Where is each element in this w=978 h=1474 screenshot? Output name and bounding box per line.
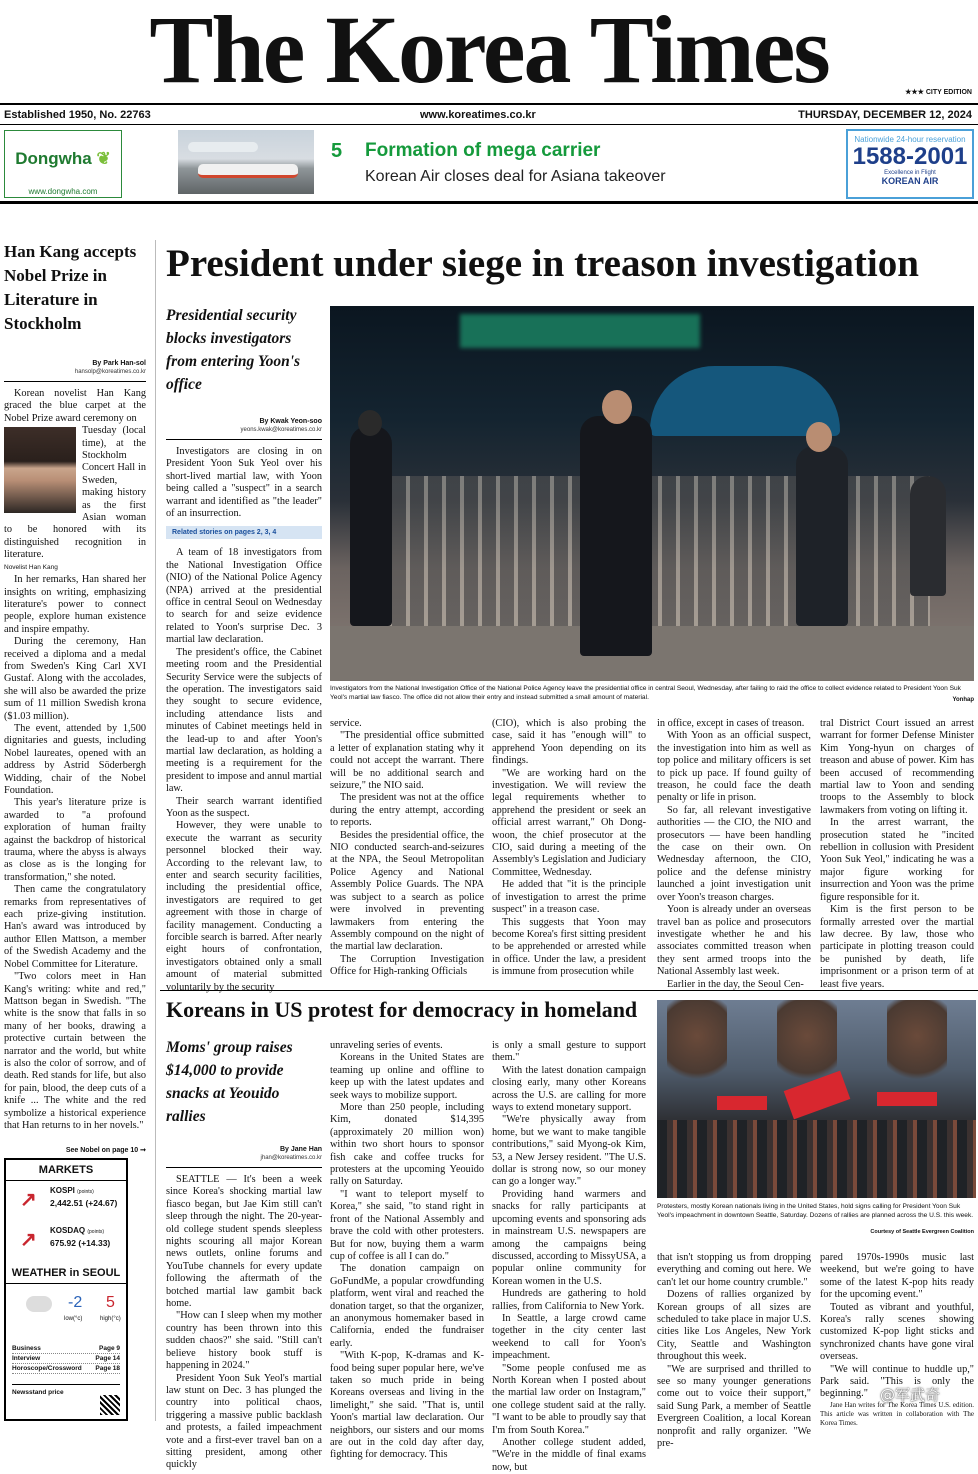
established-label: Established 1950, No. 22763 [4, 109, 151, 121]
lead-paragraph: service. [330, 718, 362, 729]
promo-headline[interactable]: Formation of mega carrier [365, 140, 601, 161]
weather-panel [6, 1284, 126, 1344]
promo-subhead: Korean Air closes deal for Asiana takeover [365, 168, 666, 185]
lead-photo-caption: Investigators from the National Investigation Office of the National Police Agency leave the presidential office in central Seoul, Wednesday, after failing to raid the office to collect evidence related to President Yoon Suk Yeol's martial law fiasco. The office did not allow their entry and instead submitted a small amount of material. [330, 685, 961, 701]
lead-paragraph: Their search warrant identified Yoon as the suspect. [166, 795, 322, 819]
lead-deck: Presidential security blocks investigators from entering Yoon's office [166, 307, 301, 393]
person-head [806, 422, 832, 452]
nobel-paragraph: This year's literature prize is awarded to "a profound exploration of human frailty against the backdrop of historical trauma, where the abyss is always as close as is the longing for transformation," she noted. [4, 797, 146, 883]
nobel-paragraph: In her remarks, Han shared her insights on writing, emphasizing literature's power to connect people, explore human existence and inspire empathy. [4, 574, 146, 635]
dateline-bar [0, 103, 978, 125]
us-paragraph: President Yoon Suk Yeol's martial law stunt on Dec. 3 has plunged the country into political chaos, triggering a massive public backlash and protests, a failed impeachment vote and a first-ever travel ban on a sitting president, among other quickly [166, 1372, 322, 1471]
high-temp-label: high(°c) [100, 1316, 121, 1322]
green-sign-shape [460, 314, 700, 348]
index-page: Page 14 [95, 1355, 120, 1362]
kal-phone: 1588-2001 [852, 143, 968, 170]
us-headline[interactable]: Koreans in US protest for democracy in homeland [166, 997, 638, 1022]
lead-email[interactable]: yeons.kwak@koreatimes.co.kr [240, 427, 322, 433]
us-paragraph: that isn't stopping us from dropping everything and coming out here. We can't let our home country crumble." [657, 1252, 811, 1288]
us-paragraph: unraveling series of events. [330, 1040, 443, 1051]
person-figure [580, 416, 652, 656]
person-head [602, 390, 632, 424]
website-link[interactable]: www.koreatimes.co.kr [420, 109, 536, 121]
index-page: Page 18 [95, 1365, 120, 1372]
person-head [358, 410, 382, 436]
us-column-3 [492, 1040, 646, 1474]
lead-deck-column [166, 304, 322, 994]
lead-photo-credit: Yonhap [952, 697, 974, 703]
high-temp: 5 [106, 1294, 115, 1311]
us-paragraph: "We are surprised and thrilled to see so many younger generations come out to voice their support," said Sung Park, a member of Seattle Evergreen Coalition, a local Korean nonprofit and rally organizer. "We pre- [657, 1363, 811, 1450]
kal-tagline: Nationwide 24-hour reservation [854, 135, 966, 144]
lead-paragraph: A team of 18 investigators from the National Investigation Office (NIO) of the National Police Agency (NPA) arrived at the presidential office in central Seoul on Wednesday to search for and seize evidence related to Yoon's surprise Dec. 3 martial law declaration. [166, 547, 322, 646]
divider [166, 1167, 322, 1168]
lead-paragraph: The Corruption Investigation Office for High-ranking Officials [330, 953, 484, 978]
nobel-headline[interactable]: Han Kang accepts Nobel Prize in Literature in Stockholm [4, 242, 137, 333]
lead-photo [330, 306, 974, 681]
seattle-rally-photo [657, 1000, 976, 1198]
column-rule [155, 240, 156, 1421]
newsstand-price: Newsstand price [12, 1384, 120, 1396]
us-paragraph: Hundreds are gathering to hold rallies, from California to New York. [492, 1288, 646, 1312]
us-paragraph: Providing hand warmers and snacks for rally participants at upcoming events and sponsoring ads in mainstream U.S. newspapers are among the campaigns being discussed, according to MissyUSA, a popular online community for Korean women in the U.S. [492, 1188, 646, 1287]
ground-shape [330, 626, 974, 681]
us-paragraph: Dozens of rallies organized by Korean groups of all sizes are scheduled to take place in major U.S. cities like Los Angeles, New York City, Seattle and Washington throughout this week. [657, 1289, 811, 1363]
us-paragraph: Koreans in the United States are teaming up online and offline to keep up with the latest updates and seek ways to mobilize support. [330, 1052, 484, 1101]
divider [4, 381, 146, 382]
nobel-byline: By Park Han-sol [92, 360, 146, 367]
cloud-icon [26, 1296, 52, 1312]
us-paragraph: The donation campaign on GoFundMe, a popular crowdfunding platform, went viral and reached the donation target, so that the organizer, an anonymous homemaker based in California, ended the fundraiser early. [330, 1263, 484, 1349]
index-label: Horoscope/Crossword [12, 1365, 82, 1372]
nobel-intro-cont: Tuesday (local time), at the Stockholm Concert Hall in Sweden, making history as the first Asian woman to be honored with its distinguished recognition in literature. [4, 425, 146, 561]
han-kang-portrait [4, 427, 76, 513]
nobel-paragraph: The event, attended by 1,500 dignitaries and guests, including Nobel laureates, opened with an address by Astrid Söderbergh Widding, chair of the Nobel Foundation. [4, 722, 146, 796]
us-paragraph: "We're physically away from home, but we want to make tangible contributions," said Myong-ok Kim, 53, a New Jersey resident. "The U.S. dollar is strong now, so our money can go a longer way." [492, 1114, 646, 1188]
crowd-shape [657, 1120, 976, 1198]
plane-shape [188, 142, 258, 152]
kospi-unit: (points) [77, 1189, 94, 1195]
airport-photo [178, 130, 314, 194]
trend-up-icon: ↗ [20, 1189, 37, 1211]
us-paragraph: "With K-pop, K-dramas and K-food being super popular here, we've taken so much pride in being Koreans overseas and living in the limelight," she said. "That is, until Yoon's martial law declaration. Our neighbors, our sisters and our moms are out in the cold day after day, fighting for democracy. This [330, 1350, 484, 1461]
us-paragraph: More than 250 people, including Kim, donated $14,395 (approximately 20 million won) within two short hours to sponsor fish cake and coffee trucks for protesters at the upcoming Yeouido rally on Saturday. [330, 1102, 484, 1188]
nobel-paragraph: During the ceremony, Han received a diploma and a medal from Sweden's King Carl XVI Gustaf. Along with the accolades, she will also be awarded the prize sum of 11 million Swedish krona ($1.03 million). [4, 636, 146, 722]
see-more-link[interactable]: See Nobel on page 10 ➞ [65, 1147, 146, 1155]
us-column-1 [166, 1174, 322, 1472]
lead-paragraph: The president's office, the Cabinet meeting room and the Presidential Security Service were the subjects of the operation. The investigators said they sought to secure evidence, including attendance lists and minutes of Cabinet meetings held in the lead-up to and after Yoon's martial law declaration, as holding a meeting is a requirement for the president to impose and annul martial law. [166, 646, 322, 795]
author-note: Jane Han writes for The Korea Times U.S. edition. This article was written in collaboration with The Korea Times. [820, 1400, 974, 1427]
index-label: Interview [12, 1355, 41, 1362]
us-paragraph: With the latest donation campaign closing early, many other Koreans across the U.S. are calling for more ways to extend monetary support. [492, 1064, 646, 1114]
lead-paragraph: So far, all relevant investigative authorities — the CIO, the NIO and prosecutors — have been handling the case on their own. On Wednesday afternoon, the CIO, police and the defense ministry launched a joint investigation unit over Yoon's treason charges. [657, 804, 811, 903]
page-index [12, 1344, 120, 1374]
issue-date: THURSDAY, DECEMBER 12, 2024 [798, 109, 972, 121]
us-deck: Moms' group raises $14,000 to provide snacks at Yeouido rallies [166, 1039, 293, 1125]
dongwha-ad[interactable] [4, 130, 122, 198]
person-figure [910, 476, 946, 596]
divider [166, 439, 322, 440]
portrait-caption: Novelist Han Kang [4, 563, 58, 571]
lead-paragraph: However, they were unable to execute the warrant as security personnel blocked their way. According to the relevant law, to enter and search security facilities, including the presidential office, investigators are required to get agreement with those in charge of facility management. Conducting a forcible search is barred. After nearly eight hours of confrontation, investigators obtained only a small amount of material submitted voluntarily by the security [166, 820, 322, 993]
promo-strip [0, 126, 978, 204]
low-temp-label: low(°c) [64, 1316, 83, 1322]
kospi-row [6, 1181, 126, 1221]
markets-title: MARKETS [6, 1160, 126, 1181]
lead-paragraph: Kim is the first person to be formally arrested over the martial law decree. By law, those who participate in plotting treason could be punished by death, life imprisonment or a prison term of at least five years. [820, 904, 974, 990]
us-column-4 [657, 1252, 811, 1451]
edition-label: ★★★ CITY EDITION [905, 89, 972, 96]
dongwha-name: Dongwha [15, 149, 92, 168]
kal-brand: KOREAN AIR [881, 176, 939, 186]
nobel-intro: Korean novelist Han Kang graced the blue carpet at the Nobel Prize award ceremony on [4, 388, 146, 424]
weather-title: WEATHER in SEOUL [6, 1267, 126, 1284]
lead-paragraph: "The presidential office submitted a letter of explanation stating why it could not accept the warrant. There will be no additional search and seizure," the NIO said. [330, 730, 484, 792]
markets-weather-box [4, 1158, 128, 1421]
us-email[interactable]: jhan@koreatimes.co.kr [260, 1155, 322, 1161]
lead-paragraph: "We are working hard on the investigation. We will review the legal requirements whether to apprehend the president or seek an official arrest warrant," Oh Dong-woon, the chief prosecutor at the CIO, said during a meeting of the Assembly's Legislation and Judiciary Committee, Wednesday. [492, 767, 646, 878]
nobel-body [4, 388, 146, 1132]
lead-column-3 [492, 718, 646, 979]
low-temp: -2 [68, 1294, 83, 1311]
kosdaq-name: KOSDAQ [50, 1226, 86, 1235]
lead-intro [166, 446, 322, 520]
dongwha-logo [5, 149, 121, 169]
us-byline: By Jane Han [279, 1146, 322, 1153]
plane-shape [198, 164, 298, 178]
lead-paragraph: This suggests that Yoon may become Korea's first sitting president to be apprehended or arrested while in office. Under the law, a president is immune from prosecution while [492, 916, 646, 978]
lead-paragraph: Besides the presidential office, the NIO conducted search-and-seizures at the NPA, the Seoul Metropolitan Police Agency and National Assembly Police Guards. The NPA was subject to a search as police were involved in preventing lawmakers from entering the Assembly compound on the night of the martial law declaration. [330, 829, 484, 953]
lead-paragraph: tral District Court issued an arrest warrant for former Defense Minister Kim Yong-hyun on charges of treason and abuse of power. Kim has been accused of recommending martial law to Yoon and sending troops to the Assembly to block lawmakers from voting on lifting it. [820, 718, 974, 816]
newspaper-title: The Korea Times [149, 0, 829, 103]
lead-column-2 [330, 718, 484, 979]
kosdaq-row [6, 1221, 126, 1261]
lead-headline[interactable]: President under siege in treason investigation [166, 242, 919, 285]
lead-byline: By Kwak Yeon-soo [259, 418, 322, 425]
nobel-article [4, 240, 146, 1154]
kospi-name: KOSPI [50, 1186, 75, 1195]
lead-column-5 [820, 718, 974, 991]
trend-up-icon: ↗ [20, 1229, 37, 1251]
lead-column-1 [166, 547, 322, 994]
lead-paragraph: With Yoon as an official suspect, the investigation into him as well as top police and military officers is set to pick up pace. If found guilty of treason, he could face the death penalty or life in prison. [657, 730, 811, 804]
lead-intro-text: Investigators are closing in on President Yoon Suk Yeol over his short-lived martial law, with Yoon being called a "suspect" in a search warrant and identified as "the leader" of an insurrection. [166, 446, 322, 520]
us-paragraph: "We will continue to huddle up," Park said. "This is only the beginning." [820, 1363, 974, 1400]
lead-paragraph: He added that "it is the principle of investigation to arrest the prime suspect" in a treason case. [492, 879, 646, 916]
us-paragraph: Touted as vibrant and youthful, Korea's rally scenes showing customized K-pop light sticks and synchronized chants have gone viral overseas. [820, 1301, 974, 1363]
lead-column-4 [657, 718, 811, 991]
promo-page-number: 5 [331, 140, 343, 162]
qr-code-icon[interactable] [100, 1395, 120, 1415]
lead-paragraph: In the arrest warrant, the prosecution stated he "incited rebellion in collusion with President Yoon Suk Yeol," indicating he was a major figure working for insurrection and Yoon was the prime figure responsible for it. [820, 817, 974, 903]
person-figure [796, 446, 848, 626]
lead-paragraph: The president was not at the office during the entry attempt, according to reports. [330, 792, 484, 829]
tree-shape [887, 1000, 947, 1090]
us-photo-caption: Protesters, mostly Korean nationals living in the United States, hold signs calling for President Yoon Suk Yeol's impeachment in downtown Seattle, Saturday. Dozens of rallies are planned across the U.S. this week. [657, 1203, 974, 1219]
nobel-paragraph: "Two colors meet in Han Kang's writing: white and red," Mattson began in Swedish. "The white is the snow that falls in so many of her books, drawing a protective curtain between the narrator and the world, but white is also the color of sorrow, and of death. Red stands for life, but also for pain, blood, the deep cuts of a knife ... The white and the red symbolize a historical experience that Han returns to in her novels." [4, 971, 146, 1131]
lead-paragraph: Yoon is already under an overseas travel ban as police and prosecutors investigate whether he and his associates committed treason when they sent armed troops into the National Assembly last week. [657, 904, 811, 978]
nobel-email[interactable]: hansolp@koreatimes.co.kr [74, 369, 146, 375]
tree-shape [667, 1000, 727, 1090]
dongwha-url: www.dongwha.com [28, 187, 98, 196]
leaf-icon: ❦ [96, 149, 111, 168]
lead-paragraph: (CIO), which is also probing the case, said it has "enough will" to apprehend Yoon depending on its findings. [492, 718, 646, 767]
us-column-2 [330, 1040, 484, 1462]
us-paragraph: "I want to teleport myself to Korea," she said, "to stand right in front of the National Assembly and brave the cold with other protesters. But for now, buying them a warm cup of coffee is all I can do." [330, 1188, 484, 1262]
us-paragraph: Another college student added, "We're in the middle of final exams now, but [492, 1437, 646, 1473]
related-stories-link[interactable]: Related stories on pages 2, 3, 4 [166, 526, 322, 539]
index-row[interactable] [12, 1354, 120, 1364]
us-paragraph: pared 1970s-1990s music last weekend, but we're going to have some of the latest K-pop hits ready for the upcoming event." [820, 1252, 974, 1301]
index-page: Page 9 [99, 1345, 120, 1352]
protest-sign [717, 1096, 767, 1110]
us-paragraph: SEATTLE — It's been a week since Korea's shocking martial law fiasco began, but Jae Kim still can't sleep through the night. The 20-year-old college student spends sleepless nights scouring all major Korean news outlets, online forums and YouTube channels for every update following the aftermath of the botched martial law gambit back home. [166, 1174, 322, 1310]
us-paragraph: is only a small gesture to support them." [492, 1040, 646, 1064]
protest-sign [877, 1092, 937, 1106]
kospi-value: 2,442.51 (+24.67) [50, 1198, 118, 1208]
us-deck-column [166, 1036, 322, 1472]
korean-air-ad[interactable] [846, 129, 974, 199]
lead-paragraph: Earlier in the day, the Seoul Cen- [667, 978, 804, 990]
kosdaq-value: 675.92 (+14.33) [50, 1238, 111, 1248]
us-paragraph: In Seattle, a large crowd came together in the city center last weekend to call for Yoon's impeachment. [492, 1312, 646, 1362]
kosdaq-unit: (points) [87, 1229, 105, 1235]
us-photo-credit: Courtesy of Seattle Evergreen Coalition [870, 1229, 974, 1235]
masthead [0, 0, 978, 103]
us-paragraph: "How can I sleep when my mother country has been thrown into this sudden chaos?" she said. "Still can't believe history book stuff is happening in 2024." [166, 1310, 322, 1372]
index-row[interactable] [12, 1364, 120, 1374]
social-watermark: @军武奇 [880, 1386, 941, 1404]
lead-paragraph: in office, except in cases of treason. [657, 718, 805, 729]
nobel-paragraph: Then came the congratulatory remarks from representatives of each prize-giving institution. Han's award was introduced by author Ellen Mattson, a member of the Swedish Academy and the Nobel Committee for Literature. [4, 884, 146, 970]
index-label: Business [12, 1345, 41, 1352]
kal-slogan: Excellence in Flight [884, 170, 936, 176]
us-paragraph: "Some people confused me as North Korean when I posted about the martial law order on Instagram," one college student said at the rally. "I want to be able to proudly say that I'm from South Korea." [492, 1362, 646, 1436]
index-row[interactable] [12, 1344, 120, 1354]
person-figure [350, 426, 392, 626]
